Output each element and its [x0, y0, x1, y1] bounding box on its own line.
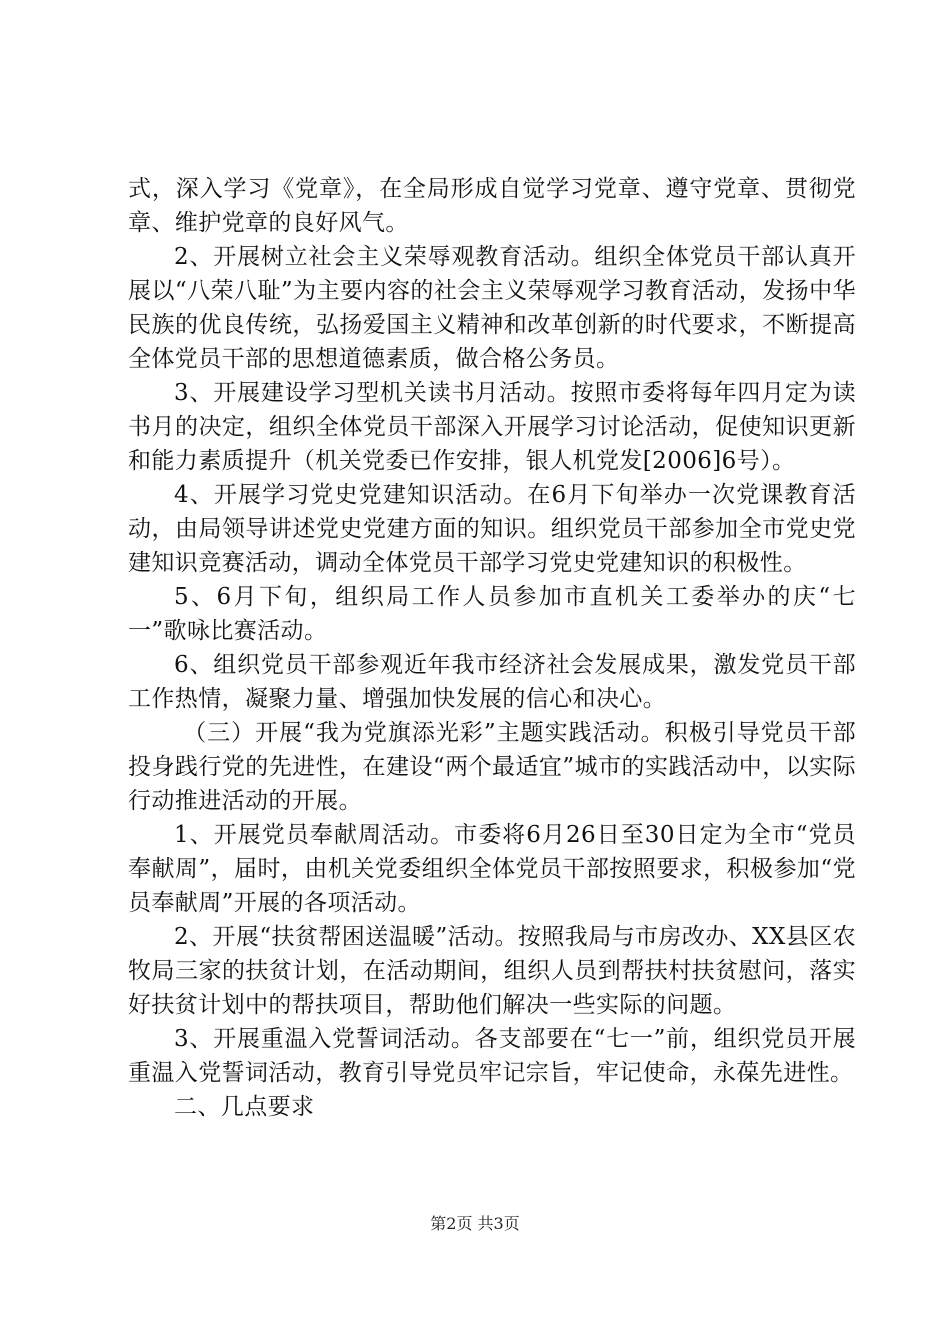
page-footer: 第2页 共3页	[430, 1214, 520, 1233]
section-heading-3: （三）开展“我为党旗添光彩”主题实践活动。积极引导党员干部投身践行党的先进性，在建设“两个最适宜”城市的实践活动中，以实际行动推进活动的开展。	[128, 720, 856, 814]
document-body	[128, 172, 856, 1124]
paragraph-item-3: 3、开展建设学习型机关读书月活动。按照市委将每年四月定为读书月的决定，组织全体党员干部深入开展学习讨论活动，促使知识更新和能力素质提升（机关党委已作安排，银人机党发[2006]6号）。	[128, 380, 856, 474]
paragraph-item-2: 2、开展树立社会主义荣辱观教育活动。组织全体党员干部认真开展以“八荣八耻”为主要内容的社会主义荣辱观学习教育活动，发扬中华民族的优良传统，弘扬爱国主义精神和改革创新的时代要求，不断提高全体党员干部的思想道德素质，做合格公务员。	[128, 244, 856, 372]
paragraph-item-4: 4、开展学习党史党建知识活动。在6月下旬举办一次党课教育活动，由局领导讲述党史党建方面的知识。组织党员干部参加全市党史党建知识竞赛活动，调动全体党员干部学习党史党建知识的积极性。	[128, 482, 856, 576]
paragraph-item-5: 5、6月下旬，组织局工作人员参加市直机关工委举办的庆“七一”歌咏比赛活动。	[128, 584, 856, 644]
paragraph-sub-3: 3、开展重温入党誓词活动。各支部要在“七一”前，组织党员开展重温入党誓词活动，教育引导党员牢记宗旨，牢记使命，永葆先进性。	[128, 1026, 856, 1086]
paragraph-continuation: 式，深入学习《党章》，在全局形成自觉学习党章、遵守党章、贯彻党章、维护党章的良好风气。	[128, 176, 856, 236]
paragraph-sub-1: 1、开展党员奉献周活动。市委将6月26日至30日定为全市“党员奉献周”，届时，由机关党委组织全体党员干部按照要求，积极参加“党员奉献周”开展的各项活动。	[128, 822, 856, 916]
section-heading-requirements: 二、几点要求	[174, 1094, 315, 1120]
paragraph-item-6: 6、组织党员干部参观近年我市经济社会发展成果，激发党员干部工作热情，凝聚力量、增强加快发展的信心和决心。	[128, 652, 856, 712]
paragraph-sub-2: 2、开展“扶贫帮困送温暖”活动。按照我局与市房改办、XX县区农牧局三家的扶贫计划，在活动期间，组织人员到帮扶村扶贫慰问，落实好扶贫计划中的帮扶项目，帮助他们解决一些实际的问题。	[128, 924, 856, 1018]
